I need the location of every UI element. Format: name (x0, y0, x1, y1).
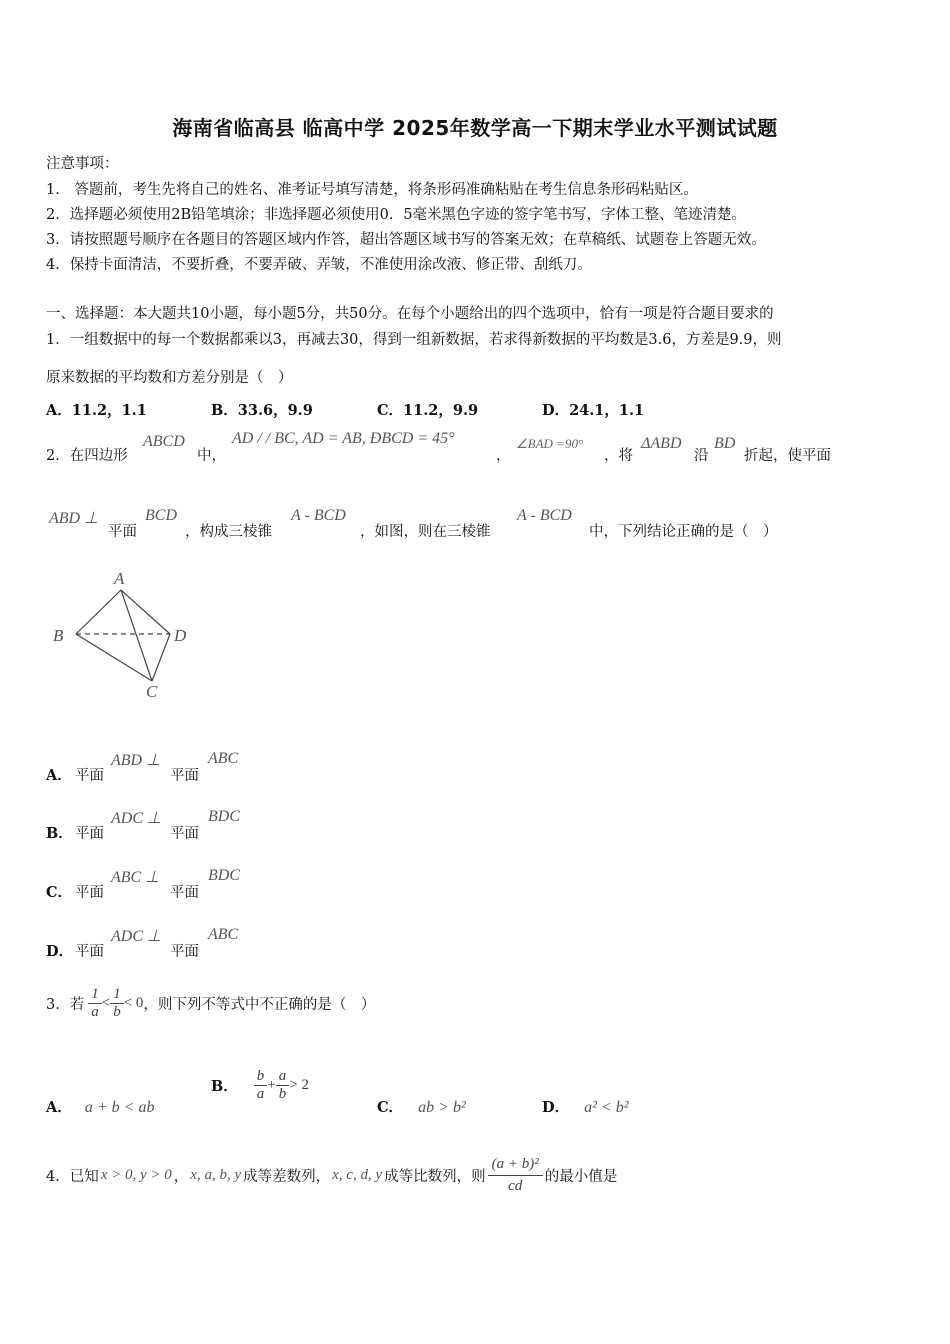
q2-math-bd: BD (714, 435, 736, 452)
notice-item-4: 4．保持卡面清洁，不要折叠，不要弄破、弄皱，不准使用涂改液、修正带、刮纸刀。 (46, 257, 592, 273)
notice-item-3: 3．请按照题号顺序在各题目的答题区域内作答，超出答题区域书写的答案无效；在草稿纸、试题卷上答题无效。 (46, 232, 766, 248)
vertex-d-label: D (174, 626, 187, 645)
q3-stem (46, 986, 375, 1021)
q2-math-triangle: ΔABD (641, 435, 682, 452)
q2-math-abcd: ABCD (143, 433, 185, 450)
q3-tail: ，则下列不等式中不正确的是（ ） (143, 997, 376, 1013)
vertex-a-label: A (114, 569, 125, 588)
q3-lt: < (101, 995, 111, 1011)
notice-item-2: 2．选择题必须使用2B铅笔填涂；非选择题必须使用0．5毫米黑色字迹的签字笔书写，字体工整、笔迹清楚。 (46, 207, 747, 223)
q4-math-2: x, a, b, y (190, 1167, 242, 1183)
q2-tail: 中，下列结论正确的是（ ） (589, 524, 778, 540)
q1-line1: 1．一组数据中的每一个数据都乘以3，再减去30，得到一组新数据，若求得新数据的平均数是3.6，方差是9.9，则 (46, 332, 782, 348)
q3-option-d[interactable]: D． a² < b² (542, 1099, 629, 1116)
edge-dc (152, 634, 170, 681)
q3-option-a[interactable]: A． a + b < ab (46, 1099, 155, 1116)
q1-option-b[interactable]: B．33.6，9.9 (211, 402, 313, 419)
section-heading: 一、选择题：本大题共10小题，每小题5分，共50分。在每个小题给出的四个选项中，恰有一项是符合题目要求的 (46, 306, 774, 322)
q4-prefix: 4．已知 (46, 1169, 99, 1185)
q2-math-bcd: BCD (145, 507, 177, 524)
q4-math-3: x, c, d, y (332, 1167, 383, 1183)
q1-option-a[interactable]: A．11.2，1.1 (46, 402, 147, 419)
q1-line2: 原来数据的平均数和方差分别是（ ） (46, 370, 293, 386)
q3-option-b[interactable]: B． $\frac{b}{a}$ + $\frac{a}{b}$ > 2 (211, 1068, 309, 1102)
notice-heading: 注意事项： (46, 156, 119, 172)
q3-frac-1-over-b: $\frac{1}{b}$ (110, 986, 124, 1021)
q2-prefix: 2．在四边形 (46, 448, 128, 464)
q1-option-d[interactable]: D．24.1，1.1 (542, 402, 645, 419)
q2-yan: 沿 (694, 448, 709, 464)
q2-rutu: ，如图，则在三棱锥 (360, 524, 491, 540)
q3-lt0: < 0 (123, 995, 144, 1011)
q2-pingmian: 平面 (108, 524, 137, 540)
edge-ab (76, 590, 121, 634)
q3-prefix: 3．若 (46, 997, 85, 1013)
q2-math-abd-perp: ABD ⊥ (49, 510, 99, 527)
q3-option-c[interactable]: C． ab > b² (377, 1099, 466, 1116)
q2-math-tetra-2: A - BCD (517, 507, 572, 524)
edge-bc (76, 634, 152, 681)
q3-frac-1-over-a: $\frac{1}{a}$ (88, 986, 102, 1021)
q4-fraction: $\frac{\text{(a + b)²}}{cd}$ (488, 1154, 543, 1197)
q4-math-1: x > 0, y > 0 (100, 1167, 172, 1183)
tetrahedron-figure (48, 566, 198, 706)
q2-math-angle: ∠BAD =90° (516, 436, 584, 451)
q2-zheqi: 折起，使平面 (744, 448, 831, 464)
q4-tail: 的最小值是 (544, 1169, 618, 1185)
vertex-b-label: B (53, 626, 64, 645)
vertex-c-label: C (146, 682, 158, 701)
q2-jiang: ，将 (604, 448, 633, 464)
q2-math-condition: AD / / BC, AD = AB, ÐBCD = 45° (232, 430, 455, 447)
notice-item-1: 1. 答题前，考生先将自己的姓名、准考证号填写清楚，将条形码准确粘贴在考生信息条形码粘贴区。 (46, 182, 698, 198)
q2-goucheng: ，构成三棱锥 (185, 524, 272, 540)
q4-stem: 4．已知 x > 0, y > 0 ， x, a, b, y 成等差数列， x, c, d, y 成等比数列，则 $\frac{\text{(a + b)²}}{cd}$ 的最小值是 (46, 1154, 617, 1197)
q1-option-c[interactable]: C．11.2，9.9 (377, 402, 479, 419)
q2-zhong: 中， (197, 448, 226, 464)
q2-comma: ， (496, 448, 511, 464)
page-title: 海南省临高县 临高中学 2025年数学高一下期末学业水平测试试题 (172, 116, 778, 140)
q2-math-tetra-1: A - BCD (291, 507, 346, 524)
